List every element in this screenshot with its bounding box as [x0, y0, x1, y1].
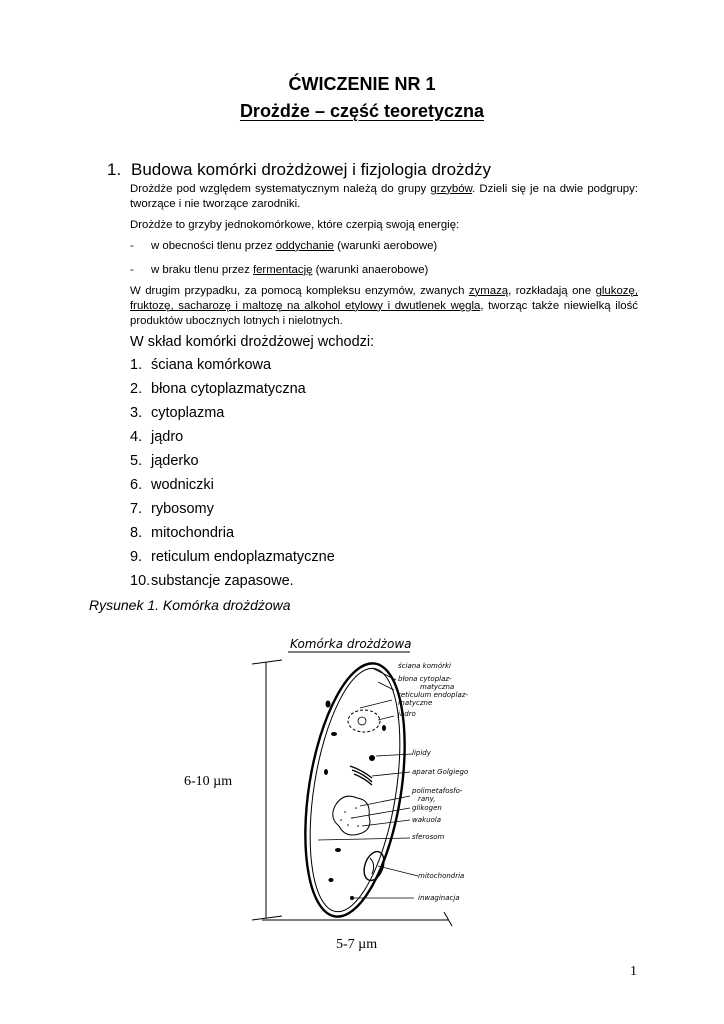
mitochondrion-crista — [370, 858, 374, 874]
height-label: 6-10 µm — [184, 774, 233, 789]
list-number: 3. — [130, 405, 143, 421]
drawing-title: Komórka drożdżowa — [290, 637, 412, 651]
exercise-title: ĆWICZENIE NR 1 — [288, 74, 436, 94]
list-number: 7. — [130, 501, 143, 517]
para1-after: . Dzieli się je na dwie podgrupy: tworzące i nie tworzące zarodniki. — [130, 183, 638, 210]
label-blona: błona cytoplaz- — [398, 675, 452, 683]
label-mitochondria: mitochondria — [418, 872, 465, 880]
bullet-aerobic-before: w obecności tlenu przez — [151, 240, 276, 252]
bullet-dash: - — [130, 264, 134, 276]
label-lipidy: lipidy — [412, 749, 431, 757]
label-glikogen: glikogen — [412, 804, 442, 812]
section-number: 1. — [107, 160, 122, 179]
height-tick-bottom — [252, 916, 282, 920]
label-sciana: ściana komórki — [398, 662, 451, 670]
section-heading-text: Budowa komórki drożdżowej i fizjologia drożdży — [131, 160, 491, 179]
term-oddychanie: oddychanie — [275, 240, 335, 252]
para3-part1: W drugim przypadku, za pomocą kompleksu enzymów, zwanych — [130, 285, 469, 297]
label-reticulum: reticulum endoplaz- — [398, 691, 468, 699]
list-label: rybosomy — [151, 501, 214, 517]
list-number: 8. — [130, 525, 143, 541]
bullet-anaerobic-after: (warunki anaerobowe) — [312, 264, 429, 276]
list-number: 6. — [130, 477, 143, 493]
paragraph-energy: Drożdże to grzyby jednokomórkowe, które czerpią swoją energię: — [130, 219, 460, 231]
page-number: 1 — [630, 964, 637, 979]
link-grzybow[interactable]: grzybów — [430, 183, 473, 195]
label-jadro: jądro — [398, 710, 416, 718]
width-label: 5-7 µm — [336, 937, 378, 952]
nucleolus — [358, 717, 366, 725]
para3-part2: , rozkładają one — [508, 285, 596, 297]
exercise-subtitle: Drożdże – część teoretyczna — [239, 101, 485, 121]
term-zymaza: zymazą — [468, 285, 509, 297]
para3-part3: , tworząc także niewielką ilość produktów ubocznych lotnych i nielotnych. — [130, 300, 638, 327]
figure-caption: Rysunek 1. Komórka drożdżowa — [89, 597, 291, 613]
label-golgi: aparat Golgiego — [412, 768, 469, 776]
list-number: 4. — [130, 429, 143, 445]
label-inwaginacja: inwaginacja — [418, 894, 460, 902]
list-label: jądro — [151, 429, 184, 445]
height-tick-top — [252, 660, 282, 664]
list-number: 1. — [130, 357, 143, 373]
list-label: reticulum endoplazmatyczne — [151, 549, 335, 565]
bullet-dash: - — [130, 240, 134, 252]
label-sferosom: sferosom — [412, 833, 445, 841]
label-rany: rany, — [418, 795, 436, 803]
list-number: 2. — [130, 381, 143, 397]
nucleus — [348, 710, 380, 732]
components-lead: W skład komórki drożdżowej wchodzi: — [130, 334, 375, 350]
list-number: 10. — [130, 573, 151, 589]
list-number: 9. — [130, 549, 143, 565]
bullet-anaerobic-before: w braku tlenu przez — [151, 264, 253, 276]
list-label: błona cytoplazmatyczna — [151, 381, 306, 397]
list-number: 5. — [130, 453, 143, 469]
label-matyczna: matyczna — [420, 683, 455, 691]
term-sugars: glukozę, fruktozę, sacharozę i maltozę na alkohol etylowy i dwutlenek węgla — [130, 285, 638, 312]
list-label: wodniczki — [151, 477, 214, 493]
golgi-apparatus — [350, 766, 372, 785]
list-label: cytoplazma — [151, 405, 225, 421]
list-label: mitochondria — [151, 525, 235, 541]
list-label: ściana komórkowa — [151, 357, 272, 373]
cell-membrane — [295, 662, 414, 918]
label-wakuola: wakuola — [412, 816, 442, 824]
list-label: substancje zapasowe. — [151, 573, 294, 589]
label-polimeta: polimetafosfo- — [412, 787, 463, 795]
list-label: jąderko — [151, 453, 199, 469]
label-matyczne: matyczne — [398, 699, 433, 707]
para1-before: Drożdże pod względem systematycznym należą do grupy — [130, 183, 431, 195]
bullet-aerobic-after: (warunki aerobowe) — [334, 240, 438, 252]
term-fermentacje: fermentację — [252, 264, 313, 276]
width-tick-right — [444, 912, 452, 926]
